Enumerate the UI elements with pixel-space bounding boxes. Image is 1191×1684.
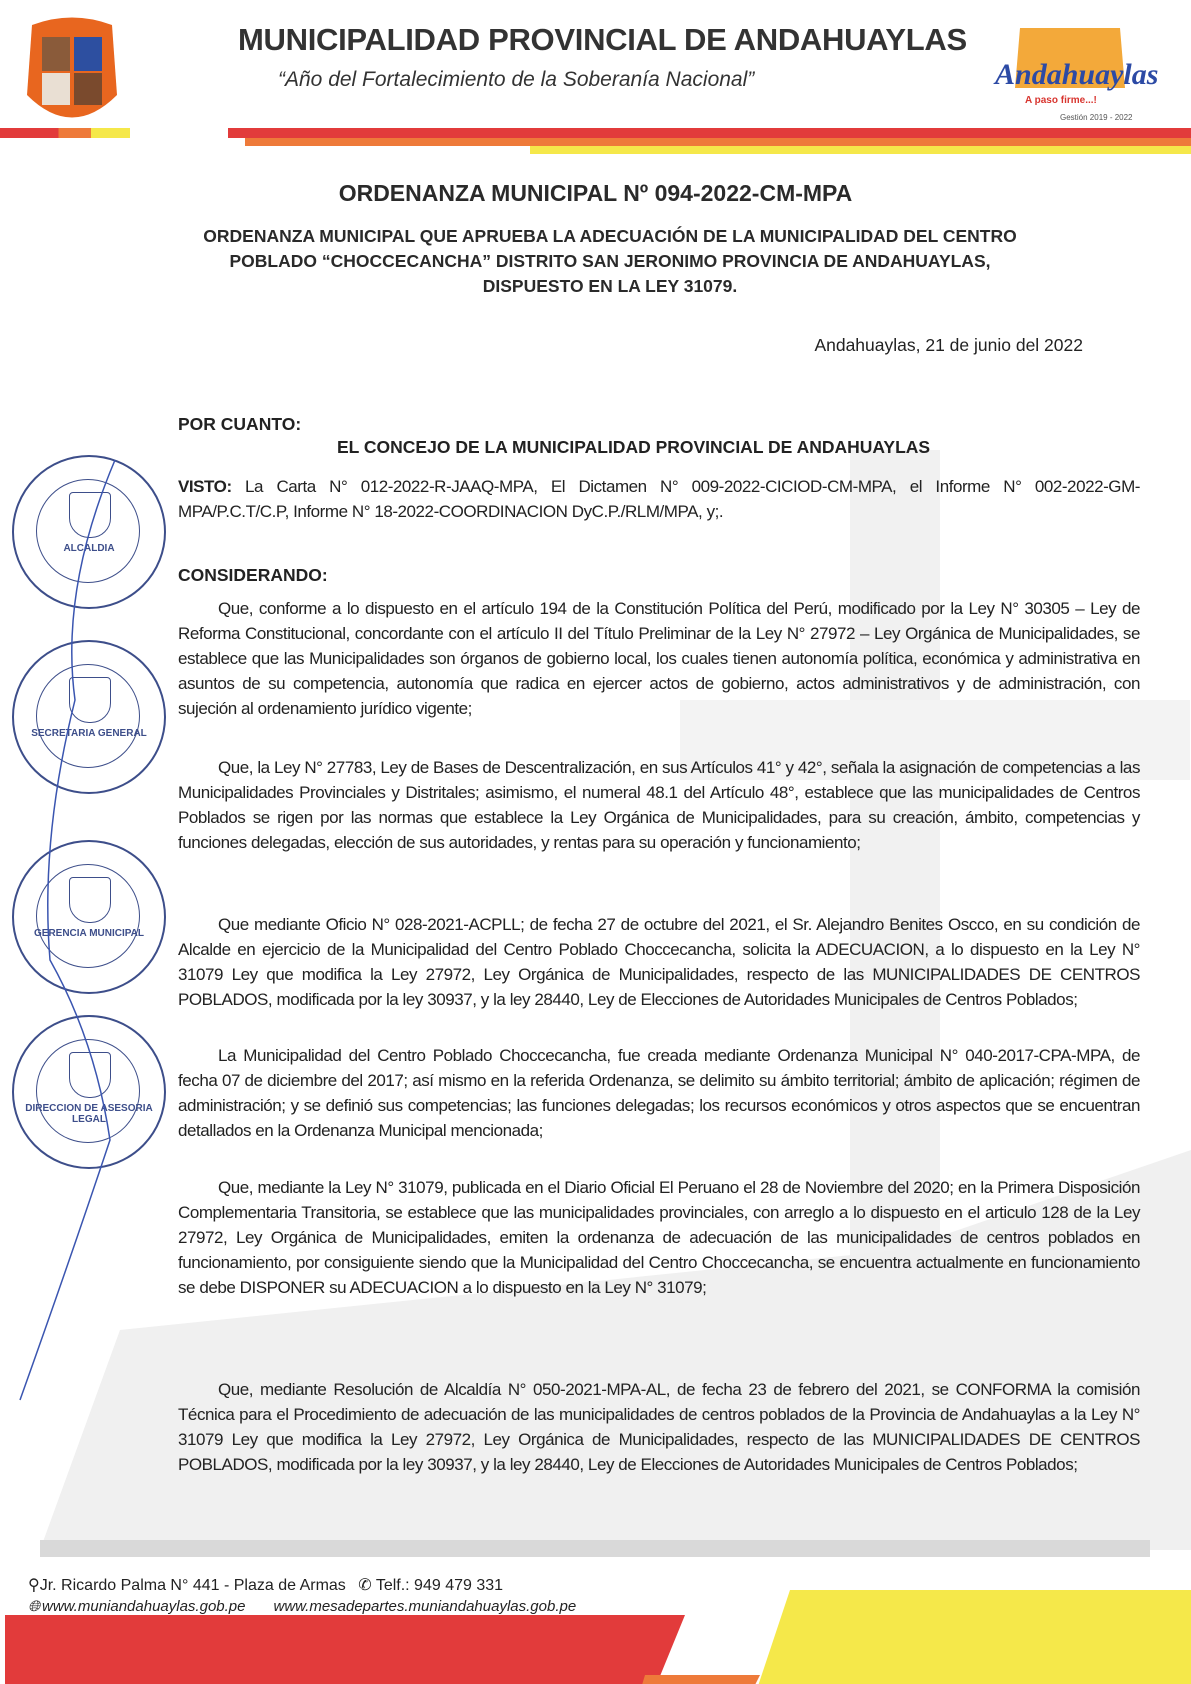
visto-section	[178, 474, 1140, 524]
paragraph: Que mediante Oficio N° 028-2021-ACPLL; de fecha 27 de octubre del 2021, el Sr. Alejandro Benites Oscco, en su condición de Alcalde en ejercicio de la Municipalidad del Centro Poblado Choccecancha, solicita la ADECUACION, a lo dispuesto en la Ley N° 31079 Ley que modifica la Ley 27972, Ley Orgánica de Municipalidades, respecto de las MUNICIPALIDADES DE CENTROS POBLADOS, modificada por la ley 30937, y la ley 28440, Ley de Elecciones de Autoridades Municipales de Centros Poblados;	[178, 915, 1140, 1009]
footer-website[interactable]: www.muniandahuaylas.gob.pe	[42, 1598, 246, 1615]
phone-icon: ✆	[358, 1577, 372, 1594]
document-date: Andahuaylas, 21 de junio del 2022	[814, 335, 1083, 355]
paragraph: Que, mediante la Ley N° 31079, publicada en el Diario Oficial El Peruano el 28 de Noviembre del 2020; en la Primera Disposición Complementaria Transitoria, se establece que las municipalidades provinciales, con arreglo a lo dispuesto en el articulo 128 de la Ley 27972, Ley Orgánica de Municipalidades, emiten la ordenanza de adecuación de las municipalidades de centros poblados en funcionamiento, por consiguiente siendo que la Municipalidad del Centro Choccecancha, se encuentra actualmente en funcionamiento se debe DISPONER su ADECUACION a lo dispuesto en la Ley N° 31079;	[178, 1178, 1140, 1297]
municipal-crest-logo	[22, 15, 122, 130]
ordinance-subtitle: ORDENANZA MUNICIPAL QUE APRUEBA LA ADECUACIÓN DE LA MUNICIPALIDAD DEL CENTRO POBLADO “CHOCCECANCHA” DISTRITO SAN JERONIMO PROVINCIA DE ANDAHUAYLAS, DISPUESTO EN LA LEY 31079.	[203, 226, 1017, 296]
paragraph: La Municipalidad del Centro Poblado Choccecancha, fue creada mediante Ordenanza Municipal N° 040-2017-CPA-MPA, de fecha 07 de diciembre del 2017; así mismo en la referida Ordenanza, se delimito su ámbito territorial; ámbito de aplicación; régimen de administración; y se definió sus competencias; las funciones delegadas; los recursos económicos y otros aspectos que se encuentran detallados en la Ordenanza Municipal mencionada;	[178, 1046, 1140, 1140]
andahuaylas-brand-logo	[990, 18, 1160, 128]
por-cuanto-heading: POR CUANTO:	[178, 414, 302, 434]
location-pin-icon: ⚲	[28, 1577, 40, 1594]
visto-label: VISTO:	[178, 477, 232, 496]
alcaldia-stamp: ALCALDIA	[12, 455, 166, 609]
visto-text: La Carta N° 012-2022-R-JAAQ-MPA, El Dictamen N° 009-2022-CICIOD-CM-MPA, el Informe N° 002-2022-GM-MPA/P.C.T/C.P, Informe N° 18-2022-COORDINACION DyC.P./RLM/MPA, y;.	[178, 477, 1140, 521]
year-motto: “Año del Fortalecimiento de la Soberanía Nacional”	[278, 68, 755, 91]
organization-name: MUNICIPALIDAD PROVINCIAL DE ANDAHUAYLAS	[238, 22, 967, 57]
globe-icon: 🌐︎	[28, 1598, 41, 1615]
paragraph: Que, mediante Resolución de Alcaldía N° 050-2021-MPA-AL, de fecha 23 de febrero del 2021, se CONFORMA la comisión Técnica para el Procedimiento de adecuación de las municipalidades de centros poblados de la Provincia de Andahuaylas a la Ley N° 31079 Ley que modifica la Ley 27972, Ley Orgánica de Municipalidades, respecto de las MUNICIPALIDADES DE CENTROS POBLADOS, modificada por la ley 30937, y la ley 28440, Ley de Elecciones de Autoridades Municipales de Centros Poblados;	[178, 1380, 1140, 1474]
gerencia-municipal-stamp: GERENCIA MUNICIPAL	[12, 840, 166, 994]
footer-phone: Telf.: 949 479 331	[375, 1577, 504, 1594]
considerando-heading: CONSIDERANDO:	[178, 565, 328, 585]
svg-text:Gestión 2019 - 2022: Gestión 2019 - 2022	[1060, 113, 1133, 122]
header-stripe-orange	[245, 138, 1191, 146]
footer-mesa-partes[interactable]: www.mesadepartes.muniandahuaylas.gob.pe	[273, 1598, 577, 1615]
signature-line	[0, 440, 200, 1420]
footer-address: Jr. Ricardo Palma N° 441 - Plaza de Armas	[39, 1577, 346, 1594]
svg-text:A paso firme...!: A paso firme...!	[1025, 95, 1097, 106]
svg-text:Andahuaylas: Andahuaylas	[995, 58, 1159, 91]
header-stripe-yellow	[530, 146, 1191, 154]
header-stripe-red	[228, 128, 1191, 138]
ordinance-title: ORDENANZA MUNICIPAL Nº 094-2022-CM-MPA	[338, 180, 853, 206]
footer-color-bands	[0, 1590, 1191, 1684]
concejo-heading: EL CONCEJO DE LA MUNICIPALIDAD PROVINCIAL DE ANDAHUAYLAS	[337, 437, 931, 457]
paragraph: Que, la Ley N° 27783, Ley de Bases de Descentralización, en sus Artículos 41° y 42°, señala la asignación de competencias a las Municipalidades Provinciales y Distritales; asimismo, el numeral 48.1 del Artículo 48°, establece que las municipalidades de Centros Poblados se rigen por las normas que establece la Ley Orgánica de Municipalidades, para su creación, ámbito, competencias y funciones delegadas, elección de sus autoridades, y rentas para su operación y funcionamiento;	[178, 758, 1140, 852]
secretaria-general-stamp: SECRETARIA GENERAL	[12, 640, 166, 794]
paragraph: Que, conforme a lo dispuesto en el artículo 194 de la Constitución Política del Perú, modificado por la Ley N° 30305 – Ley de Reforma Constitucional, concordante con el artículo II del Título Preliminar de la Ley N° 27972 – Ley Orgánica de Municipalidades, se establece que las Municipalidades son órganos de gobierno local, los cuales tienen autonomía política, económica y administrativa en asuntos de su competencia, autonomía que radica en ejercer actos de gobierno, actos administrativos y de administración, con sujeción al ordenamiento jurídico vigente;	[178, 599, 1140, 718]
header-stripe-left	[0, 128, 130, 138]
asesoria-legal-stamp: DIRECCION DE ASESORIA LEGAL	[12, 1015, 166, 1169]
